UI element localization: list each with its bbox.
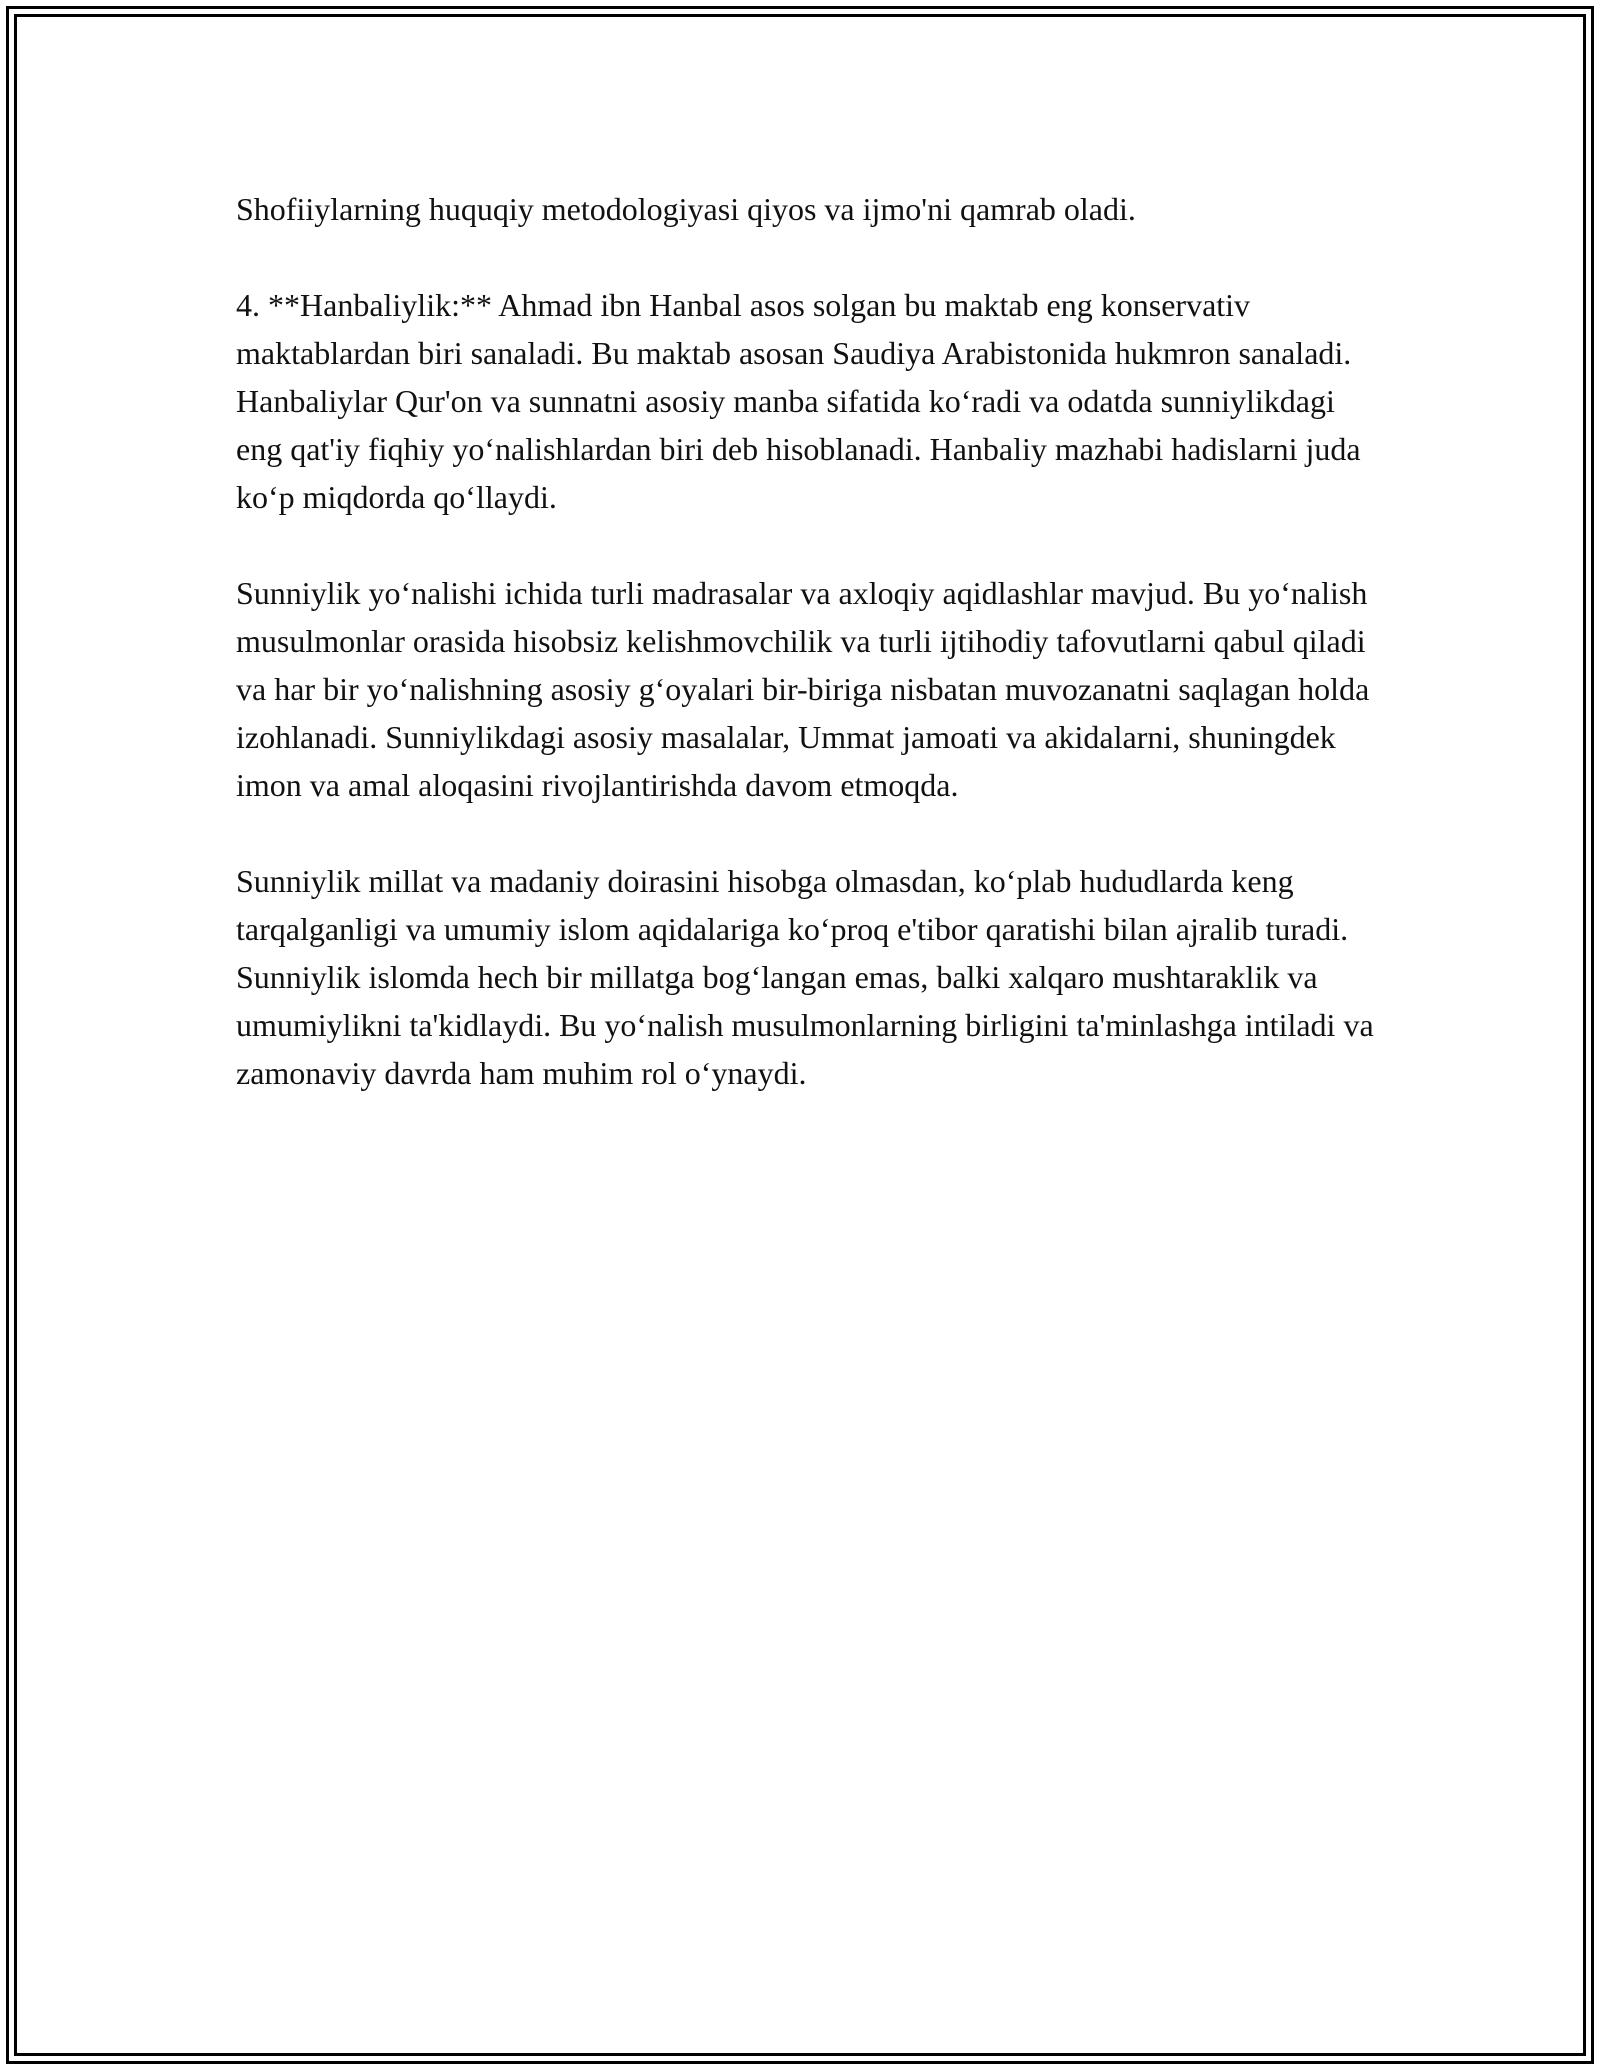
paragraph-sunniylik-madrasalar: Sunniylik yo‘nalishi ichida turli madrasalar va axloqiy aqidlashlar mavjud. Bu yo‘nalish musulmonlar orasida hisobsiz kelishmovchilik va turli ijtihodiy tafovutlarni qabul qiladi va har bir yo‘nalishning asosiy g‘oyalari bir-biriga nisbatan muvozanatni saqlagan holda izohlanadi. Sunniylikdagi asosiy masalalar, Ummat jamoati va akidalarni, shuningdek imon va amal aloqasini rivojlantirishda davom etmoqda. [236, 575, 1370, 803]
paragraph-hanbaliylik: 4. **Hanbaliylik:** Ahmad ibn Hanbal asos solgan bu maktab eng konservativ maktablardan biri sanaladi. Bu maktab asosan Saudiya Arabistonida hukmron sanaladi. Hanbaliylar Qur'on va sunnatni asosiy manba sifatida ko‘radi va odatda sunniylikdagi eng qat'iy fiqhiy yo‘nalishlardan biri deb hisoblanadi. Hanbaliy mazhabi hadislarni juda ko‘p miqdorda qo‘llaydi. [236, 287, 1361, 515]
paragraph-shofiiylik: Shofiiylarning huquqiy metodologiyasi qiyos va ijmo'ni qamrab oladi. [236, 191, 1136, 227]
document-body [236, 185, 1386, 1145]
paragraph-sunniylik-millat: Sunniylik millat va madaniy doirasini hisobga olmasdan, ko‘plab hududlarda keng tarqalganligi va umumiy islom aqidalariga ko‘proq e'tibor qaratishi bilan ajralib turadi. Sunniylik islomda hech bir millatga bog‘langan emas, balki xalqaro mushtaraklik va umumiylikni ta'kidlaydi. Bu yo‘nalish musulmonlarning birligini ta'minlashga intiladi va zamonaviy davrda ham muhim rol o‘ynaydi. [236, 863, 1374, 1091]
